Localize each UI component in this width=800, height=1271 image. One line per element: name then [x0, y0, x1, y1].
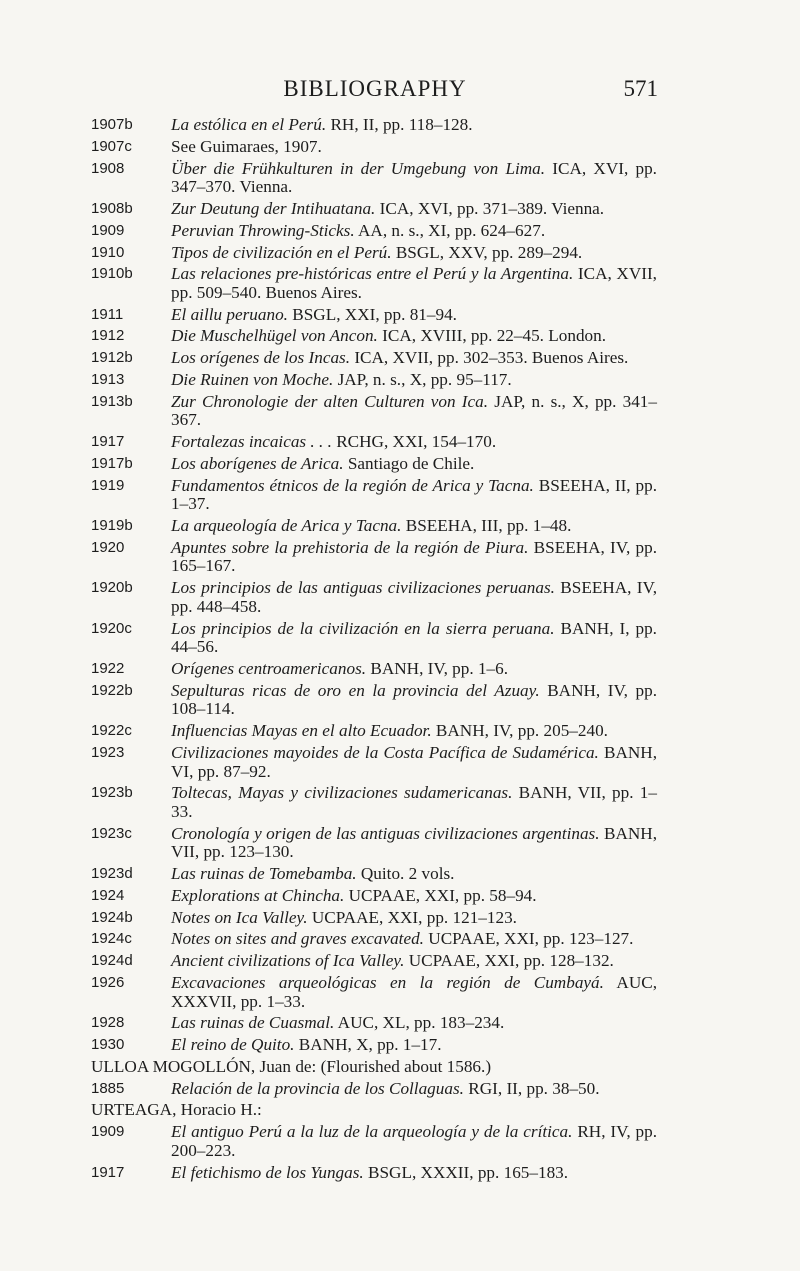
- entry-citation: [171, 1080, 657, 1099]
- entry-source: RCHG, XXI, 154–170.: [331, 432, 497, 452]
- entry-source: BANH, VI, pp. 87–92.: [171, 742, 657, 781]
- entry-source: BSGL, XXV, pp. 289–294.: [391, 242, 583, 262]
- bibliography-entry: [91, 200, 657, 219]
- bibliography-entry: [91, 722, 657, 741]
- entry-source: BSEEHA, III, pp. 1–48.: [401, 516, 572, 536]
- bibliography-entry: [91, 952, 657, 971]
- entry-citation: [171, 784, 657, 821]
- entry-year: 1923d: [91, 865, 133, 883]
- entry-source: BSGL, XXI, pp. 81–94.: [287, 304, 457, 324]
- entry-citation: [171, 327, 657, 346]
- entry-title: Fundamentos étnicos de la región de Arica y Tacna.: [171, 475, 534, 495]
- entry-source: RH, IV, pp. 200–223.: [171, 1122, 658, 1160]
- entry-title: Orígenes centroamericanos.: [171, 659, 367, 678]
- entry-year: 1910b: [91, 265, 133, 283]
- page-number: 571: [623, 76, 658, 101]
- bibliography-entry: [91, 517, 657, 536]
- bibliography-entry: [91, 539, 657, 576]
- entry-source: JAP, n. s., X, pp. 95–117.: [333, 370, 512, 389]
- entry-year: 1912b: [91, 349, 133, 367]
- entry-title: La arqueología de Arica y Tacna.: [171, 516, 402, 536]
- entry-year: 1917: [91, 433, 125, 451]
- entry-title: Zur Chronologie der alten Culturen von Ica.: [171, 391, 489, 411]
- entry-year: 1923c: [91, 824, 132, 842]
- entry-source: BANH, VII, pp. 1–33.: [171, 783, 657, 821]
- bibliography-entry: [91, 887, 657, 906]
- entry-citation: [171, 393, 657, 430]
- entry-title: Influencias Mayas en el alto Ecuador.: [171, 721, 432, 741]
- entry-citation: [171, 306, 657, 325]
- entry-source: RGI, II, pp. 38–50.: [463, 1078, 600, 1098]
- entry-year: 1926: [91, 973, 125, 991]
- entry-citation: [171, 620, 657, 657]
- entry-citation: [171, 138, 657, 157]
- bibliography-entry: [91, 909, 657, 928]
- entry-citation: [171, 200, 657, 219]
- entry-year: 1913: [91, 371, 125, 388]
- entry-year: 1917: [91, 1163, 125, 1181]
- bibliography-entry: [91, 660, 657, 679]
- bibliography-entry: [91, 1080, 657, 1099]
- entry-year: 1922b: [91, 681, 133, 699]
- entry-source: BANH, IV, pp. 205–240.: [431, 721, 608, 741]
- entry-title: Las ruinas de Tomebamba.: [171, 864, 357, 884]
- entry-citation: [171, 952, 657, 971]
- entry-citation: [171, 517, 657, 536]
- bibliography-entry: [91, 160, 657, 197]
- entry-source: ICA, XVIII, pp. 22–45. London.: [377, 326, 607, 346]
- entry-title: Die Muschelhügel von Ancon.: [171, 326, 378, 346]
- entry-title: Zur Deutung der Intihuatana.: [171, 198, 376, 218]
- entry-citation: [171, 160, 657, 197]
- entry-title: El reino de Quito.: [171, 1035, 295, 1055]
- entry-source: BANH, IV, pp. 1–6.: [366, 659, 509, 678]
- entry-source: Santiago de Chile.: [343, 453, 475, 473]
- entry-citation: [171, 116, 657, 135]
- entry-source: ICA, XVI, pp. 347–370. Vienna.: [171, 158, 657, 197]
- entry-year: 1908: [91, 159, 125, 177]
- entry-citation: [171, 887, 657, 906]
- entry-year: 1928: [91, 1014, 125, 1032]
- entry-citation: [171, 660, 657, 679]
- entry-year: 1907c: [91, 137, 132, 155]
- entry-title: Toltecas, Mayas y civilizaciones sudamericanas.: [171, 783, 513, 803]
- entry-title: Tipos de civilización en el Perú.: [171, 242, 392, 262]
- entry-citation: [171, 1014, 657, 1033]
- entry-title: El fetichismo de los Yungas.: [171, 1162, 364, 1182]
- entry-title: Cronología y origen de las antiguas civilizaciones argentinas.: [171, 823, 600, 843]
- entry-title: Notes on Ica Valley.: [171, 907, 308, 927]
- entry-citation: [171, 371, 657, 390]
- bibliography-entry: [91, 1123, 657, 1160]
- entry-source: BANH, X, pp. 1–17.: [294, 1035, 442, 1055]
- bibliography-entry: [91, 825, 657, 862]
- entry-title: Las ruinas de Cuasmal.: [171, 1013, 335, 1033]
- entry-year: 1885: [91, 1079, 125, 1097]
- entry-source: AUC, XL, pp. 183–234.: [334, 1013, 505, 1033]
- entry-year: 1922c: [91, 722, 132, 740]
- entry-source: See Guimaraes, 1907.: [171, 136, 322, 156]
- entry-citation: [171, 244, 657, 263]
- bibliography-list: [91, 116, 657, 1185]
- entry-title: Apuntes sobre la prehistoria de la región de Piura.: [171, 537, 529, 557]
- entry-source: RH, II, pp. 118–128.: [326, 115, 473, 134]
- entry-year: 1924d: [91, 952, 133, 970]
- entry-year: 1930: [91, 1036, 125, 1054]
- entry-citation: [171, 222, 657, 241]
- bibliography-entry: [91, 477, 657, 514]
- entry-year: 1923: [91, 743, 125, 761]
- author-heading: ULLOA MOGOLLÓN, Juan de: (Flourished about 1586.): [91, 1056, 492, 1076]
- entry-title: Excavaciones arqueológicas en la región de Cumbayá.: [171, 972, 604, 992]
- running-title: BIBLIOGRAPHY: [283, 76, 467, 101]
- entry-year: 1909: [91, 1123, 125, 1141]
- entry-title: Sepulturas ricas de oro en la provincia del Azuay.: [171, 680, 540, 700]
- bibliography-entry: [91, 579, 657, 616]
- entry-year: 1923b: [91, 784, 133, 802]
- entry-citation: [171, 1036, 657, 1055]
- entry-citation: [171, 349, 657, 368]
- entry-citation: [171, 477, 657, 514]
- page-header: [92, 76, 658, 106]
- entry-title: La estólica en el Perú.: [171, 115, 327, 134]
- entry-citation: [171, 974, 657, 1011]
- entry-year: 1912: [91, 327, 125, 345]
- bibliography-entry: [91, 393, 657, 430]
- entry-citation: [171, 539, 657, 576]
- entry-year: 1924c: [91, 930, 132, 948]
- bibliography-entry: [91, 327, 657, 346]
- bibliography-entry: [91, 1164, 657, 1183]
- entry-citation: [171, 744, 657, 781]
- entry-source: ICA, XVII, pp. 302–353. Buenos Aires.: [350, 348, 629, 368]
- bibliography-entry: [91, 1036, 657, 1055]
- entry-citation: [171, 722, 657, 741]
- author-heading: URTEAGA, Horacio H.:: [91, 1100, 262, 1120]
- bibliography-entry: [91, 349, 657, 368]
- entry-title: Ancient civilizations of Ica Valley.: [171, 951, 405, 971]
- entry-year: 1908b: [91, 199, 133, 217]
- entry-title: Die Ruinen von Moche.: [171, 370, 334, 389]
- entry-year: 1913b: [91, 392, 133, 410]
- entry-citation: [171, 455, 657, 474]
- bibliography-entry: [91, 865, 657, 884]
- entry-year: 1924: [91, 886, 125, 904]
- entry-year: 1920b: [91, 579, 133, 597]
- entry-source: BSEEHA, IV, pp. 448–458.: [171, 578, 658, 616]
- bibliography-entry: [91, 620, 657, 657]
- entry-source: BANH, IV, pp. 108–114.: [171, 680, 657, 719]
- entry-title: Peruvian Throwing-Sticks.: [171, 220, 355, 240]
- entry-year: 1919: [91, 476, 125, 494]
- entry-citation: [171, 433, 657, 452]
- entry-year: 1917b: [91, 454, 133, 472]
- entry-year: 1911: [91, 305, 124, 323]
- entry-year: 1910: [91, 243, 125, 261]
- bibliography-entry: [91, 265, 657, 302]
- entry-source: BANH, I, pp. 44–56.: [171, 618, 657, 657]
- entry-year: 1920: [91, 538, 125, 556]
- entry-title: Explorations at Chincha.: [171, 885, 345, 905]
- entry-title: El aillu peruano.: [171, 304, 288, 324]
- entry-citation: [171, 865, 657, 884]
- entry-year: 1922: [91, 660, 125, 677]
- entry-source: BSGL, XXXII, pp. 165–183.: [363, 1162, 569, 1182]
- entry-year: 1920c: [91, 619, 132, 637]
- entry-title: Fortalezas incaicas . . .: [171, 432, 332, 452]
- entry-source: AUC, XXXVII, pp. 1–33.: [171, 972, 657, 1011]
- bibliography-entry: [91, 455, 657, 474]
- entry-source: ICA, XVII, pp. 509–540. Buenos Aires.: [171, 264, 657, 302]
- entry-source: BANH, VII, pp. 123–130.: [171, 823, 657, 862]
- entry-year: 1919b: [91, 517, 133, 535]
- entry-citation: [171, 579, 657, 616]
- bibliography-entry: [91, 744, 657, 781]
- bibliography-entry: [91, 138, 657, 157]
- bibliography-entry: [91, 682, 657, 719]
- entry-title: Los principios de la civilización en la sierra peruana.: [171, 618, 555, 638]
- bibliography-entry: [91, 222, 657, 241]
- entry-title: Civilizaciones mayoides de la Costa Pacífica de Sudamérica.: [171, 742, 599, 762]
- bibliography-entry: [91, 974, 657, 1011]
- entry-title: Notes on sites and graves excavated.: [171, 929, 424, 949]
- entry-title: Los aborígenes de Arica.: [171, 453, 344, 473]
- entry-title: Las relaciones pre-históricas entre el Perú y la Argentina.: [171, 264, 574, 284]
- entry-source: BSEEHA, II, pp. 1–37.: [171, 475, 657, 514]
- entry-year: 1924b: [91, 908, 133, 926]
- entry-citation: [171, 682, 657, 719]
- bibliography-entry: [91, 244, 657, 263]
- bibliography-entry: [91, 433, 657, 452]
- entry-title: El antiguo Perú a la luz de la arqueología y de la crítica.: [171, 1122, 573, 1142]
- entry-year: 1907b: [91, 116, 133, 133]
- entry-source: JAP, n. s., X, pp. 341–367.: [171, 391, 657, 430]
- bibliography-entry: [91, 784, 657, 821]
- entry-source: AA, n. s., XI, pp. 624–627.: [354, 220, 546, 240]
- entry-year: 1909: [91, 221, 125, 239]
- entry-source: Quito. 2 vols.: [356, 864, 455, 884]
- entry-title: Relación de la provincia de los Collaguas.: [171, 1078, 464, 1098]
- entry-citation: [171, 1123, 657, 1160]
- entry-source: UCPAAE, XXI, pp. 123–127.: [423, 929, 634, 949]
- entry-source: BSEEHA, IV, pp. 165–167.: [171, 537, 657, 576]
- entry-citation: [171, 909, 657, 928]
- entry-source: ICA, XVI, pp. 371–389. Vienna.: [375, 198, 605, 218]
- bibliography-entry: [91, 1014, 657, 1033]
- entry-source: UCPAAE, XXI, pp. 121–123.: [307, 907, 517, 927]
- entry-source: UCPAAE, XXI, pp. 128–132.: [404, 951, 614, 971]
- entry-source: UCPAAE, XXI, pp. 58–94.: [344, 885, 537, 905]
- entry-title: Los principios de las antiguas civilizaciones peruanas.: [171, 578, 555, 598]
- entry-citation: [171, 1164, 657, 1183]
- entry-citation: [171, 930, 657, 949]
- bibliography-entry: [91, 371, 657, 390]
- bibliography-entry: [91, 306, 657, 325]
- entry-citation: [171, 265, 657, 302]
- entry-title: Über die Frühkulturen in der Umgebung von Lima.: [171, 158, 546, 178]
- entry-citation: [171, 825, 657, 862]
- entry-title: Los orígenes de los Incas.: [171, 348, 351, 368]
- bibliography-entry: [91, 116, 657, 135]
- bibliography-entry: [91, 930, 657, 949]
